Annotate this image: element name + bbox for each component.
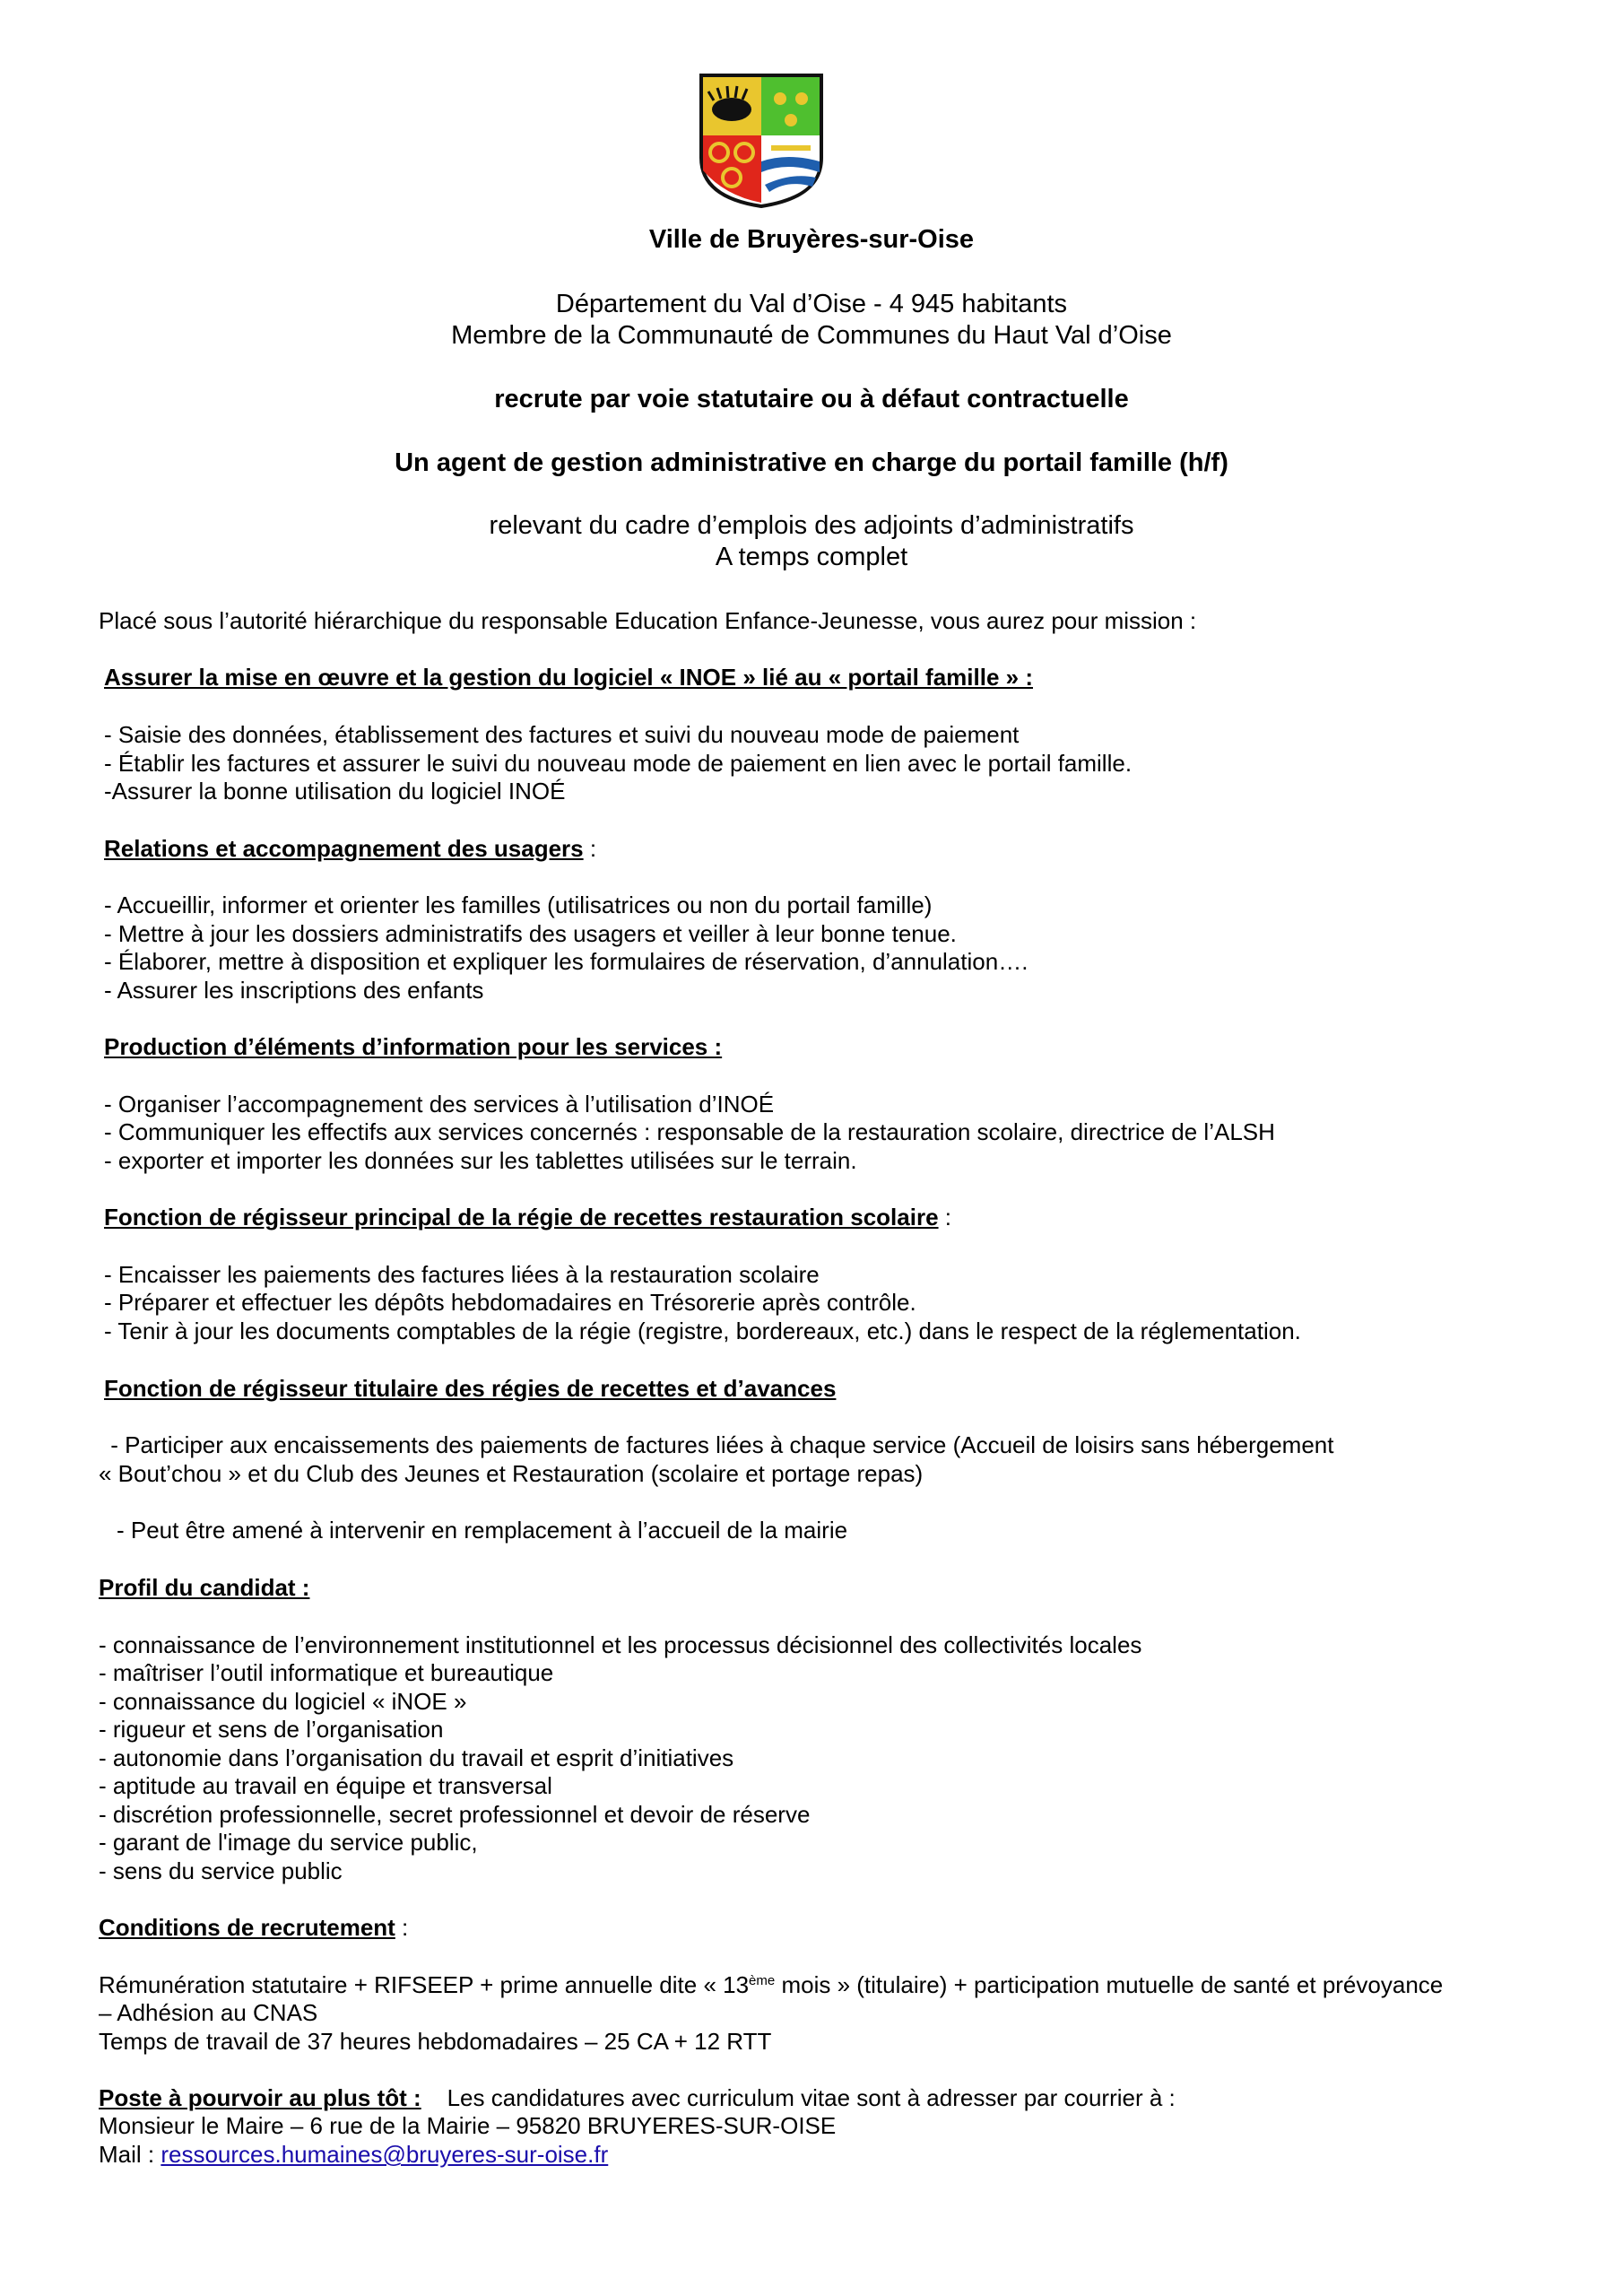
list-item: « Bout’chou » et du Club des Jeunes et Restauration (scolaire et portage repas): [99, 1460, 924, 1487]
section-heading: [104, 1032, 722, 1061]
list-item: - maîtriser l’outil informatique et bureautique: [99, 1659, 554, 1686]
section-heading: [104, 834, 596, 863]
list-item: - exporter et importer les données sur les tablettes utilisées sur le terrain.: [104, 1147, 857, 1174]
list-item: - Assurer les inscriptions des enfants: [104, 977, 484, 1004]
time-line: A temps complet: [715, 543, 908, 571]
application-heading: Poste à pourvoir au plus tôt :: [99, 2084, 421, 2111]
list-item: - sens du service public: [99, 1857, 343, 1884]
cadre-line: relevant du cadre d’emplois des adjoints d’administratifs: [489, 511, 1134, 540]
mail-link[interactable]: ressources.humaines@bruyeres-sur-oise.fr: [161, 2141, 609, 2168]
application-text: Les candidatures avec curriculum vitae sont à adresser par courrier à :: [421, 2084, 1176, 2111]
recruit-mode: recrute par voie statutaire ou à défaut contractuelle: [494, 385, 1129, 413]
list-item: - Encaisser les paiements des factures liées à la restauration scolaire: [104, 1261, 820, 1288]
list-item: - connaissance de l’environnement institutionnel et les processus décisionnel des collectivités locales: [99, 1631, 1142, 1658]
list-item: - Saisie des données, établissement des factures et suivi du nouveau mode de paiement: [104, 721, 1020, 748]
profile-heading: Profil du candidat :: [99, 1574, 310, 1601]
list-item: - Préparer et effectuer les dépôts hebdomadaires en Trésorerie après contrôle.: [104, 1289, 916, 1316]
section-heading-title: Fonction de régisseur principal de la régie de recettes restauration scolaire: [104, 1204, 939, 1231]
list-item: - Établir les factures et assurer le suivi du nouveau mode de paiement en lien avec le portail famille.: [104, 750, 1133, 777]
conditions-heading: [99, 1913, 408, 1942]
work-time-line: Temps de travail de 37 heures hebdomadaires – 25 CA + 12 RTT: [99, 2028, 772, 2055]
list-item: - Accueillir, informer et orienter les familles (utilisatrices ou non du portail famille): [104, 891, 933, 918]
remuneration-superscript: ème: [749, 1973, 776, 1988]
job-title: Un agent de gestion administrative en charge du portail famille (h/f): [395, 448, 1228, 477]
section-heading: [104, 663, 1033, 691]
mail-label: Mail :: [99, 2141, 161, 2168]
remuneration-pre: Rémunération statutaire + RIFSEEP + prime annuelle dite « 13: [99, 1971, 750, 1998]
remuneration-post: mois » (titulaire) + participation mutuelle de santé et prévoyance: [775, 1971, 1444, 1998]
section-heading-title: Production d’éléments d’information pour les services :: [104, 1033, 723, 1060]
list-item: - connaissance du logiciel « iNOE »: [99, 1688, 467, 1715]
list-item: - Communiquer les effectifs aux services concernés : responsable de la restauration scolaire, directrice de l’ALSH: [104, 1118, 1275, 1145]
address-line: Monsieur le Maire – 6 rue de la Mairie – 95820 BRUYERES-SUR-OISE: [99, 2112, 837, 2139]
list-item: - autonomie dans l’organisation du travail et esprit d’initiatives: [99, 1744, 734, 1771]
list-item: - Tenir à jour les documents comptables de la régie (registre, bordereaux, etc.) dans le respect de la réglementation.: [104, 1318, 1301, 1344]
application-line: [99, 2083, 1176, 2112]
section-heading-suffix: :: [938, 1204, 951, 1231]
conditions-heading-suffix: :: [395, 1914, 409, 1941]
list-item: -Assurer la bonne utilisation du logiciel INOÉ: [104, 778, 566, 804]
list-item: - Participer aux encaissements des paiements de factures liées à chaque service (Accueil de loisirs sans hébergement: [104, 1431, 1334, 1458]
section-heading: [104, 1374, 836, 1403]
section-heading: [104, 1203, 951, 1231]
remuneration-line: [99, 1970, 1443, 1999]
mail-line: [99, 2140, 608, 2169]
town-name: Ville de Bruyères-sur-Oise: [648, 225, 975, 254]
coat-of-arms-icon: [698, 72, 825, 210]
department-line: Département du Val d’Oise - 4 945 habitants: [555, 290, 1068, 318]
list-item: - aptitude au travail en équipe et transversal: [99, 1772, 552, 1799]
list-item: - Peut être amené à intervenir en remplacement à l’accueil de la mairie: [117, 1517, 848, 1544]
section-heading-title: Relations et accompagnement des usagers: [104, 835, 584, 862]
conditions-heading-title: Conditions de recrutement: [99, 1914, 395, 1941]
intro-text: Placé sous l’autorité hiérarchique du responsable Education Enfance-Jeunesse, vous aurez pour mission :: [99, 607, 1197, 634]
community-line: Membre de la Communauté de Communes du Haut Val d’Oise: [451, 321, 1172, 350]
section-heading-title: Fonction de régisseur titulaire des régies de recettes et d’avances: [104, 1375, 837, 1402]
list-item: - discrétion professionnelle, secret professionnel et devoir de réserve: [99, 1801, 811, 1828]
list-item: - Mettre à jour les dossiers administratifs des usagers et veiller à leur bonne tenue.: [104, 920, 957, 947]
list-item: - rigueur et sens de l’organisation: [99, 1716, 444, 1743]
adhesion-line: – Adhésion au CNAS: [99, 1999, 318, 2026]
section-heading-suffix: :: [583, 835, 597, 862]
list-item: - Élaborer, mettre à disposition et expliquer les formulaires de réservation, d’annulation….: [104, 948, 1028, 975]
list-item: - Organiser l’accompagnement des services à l’utilisation d’INOÉ: [104, 1091, 775, 1118]
list-item: - garant de l'image du service public,: [99, 1829, 478, 1856]
section-heading-title: Assurer la mise en œuvre et la gestion du logiciel « INOE » lié au « portail famille » :: [104, 664, 1033, 691]
